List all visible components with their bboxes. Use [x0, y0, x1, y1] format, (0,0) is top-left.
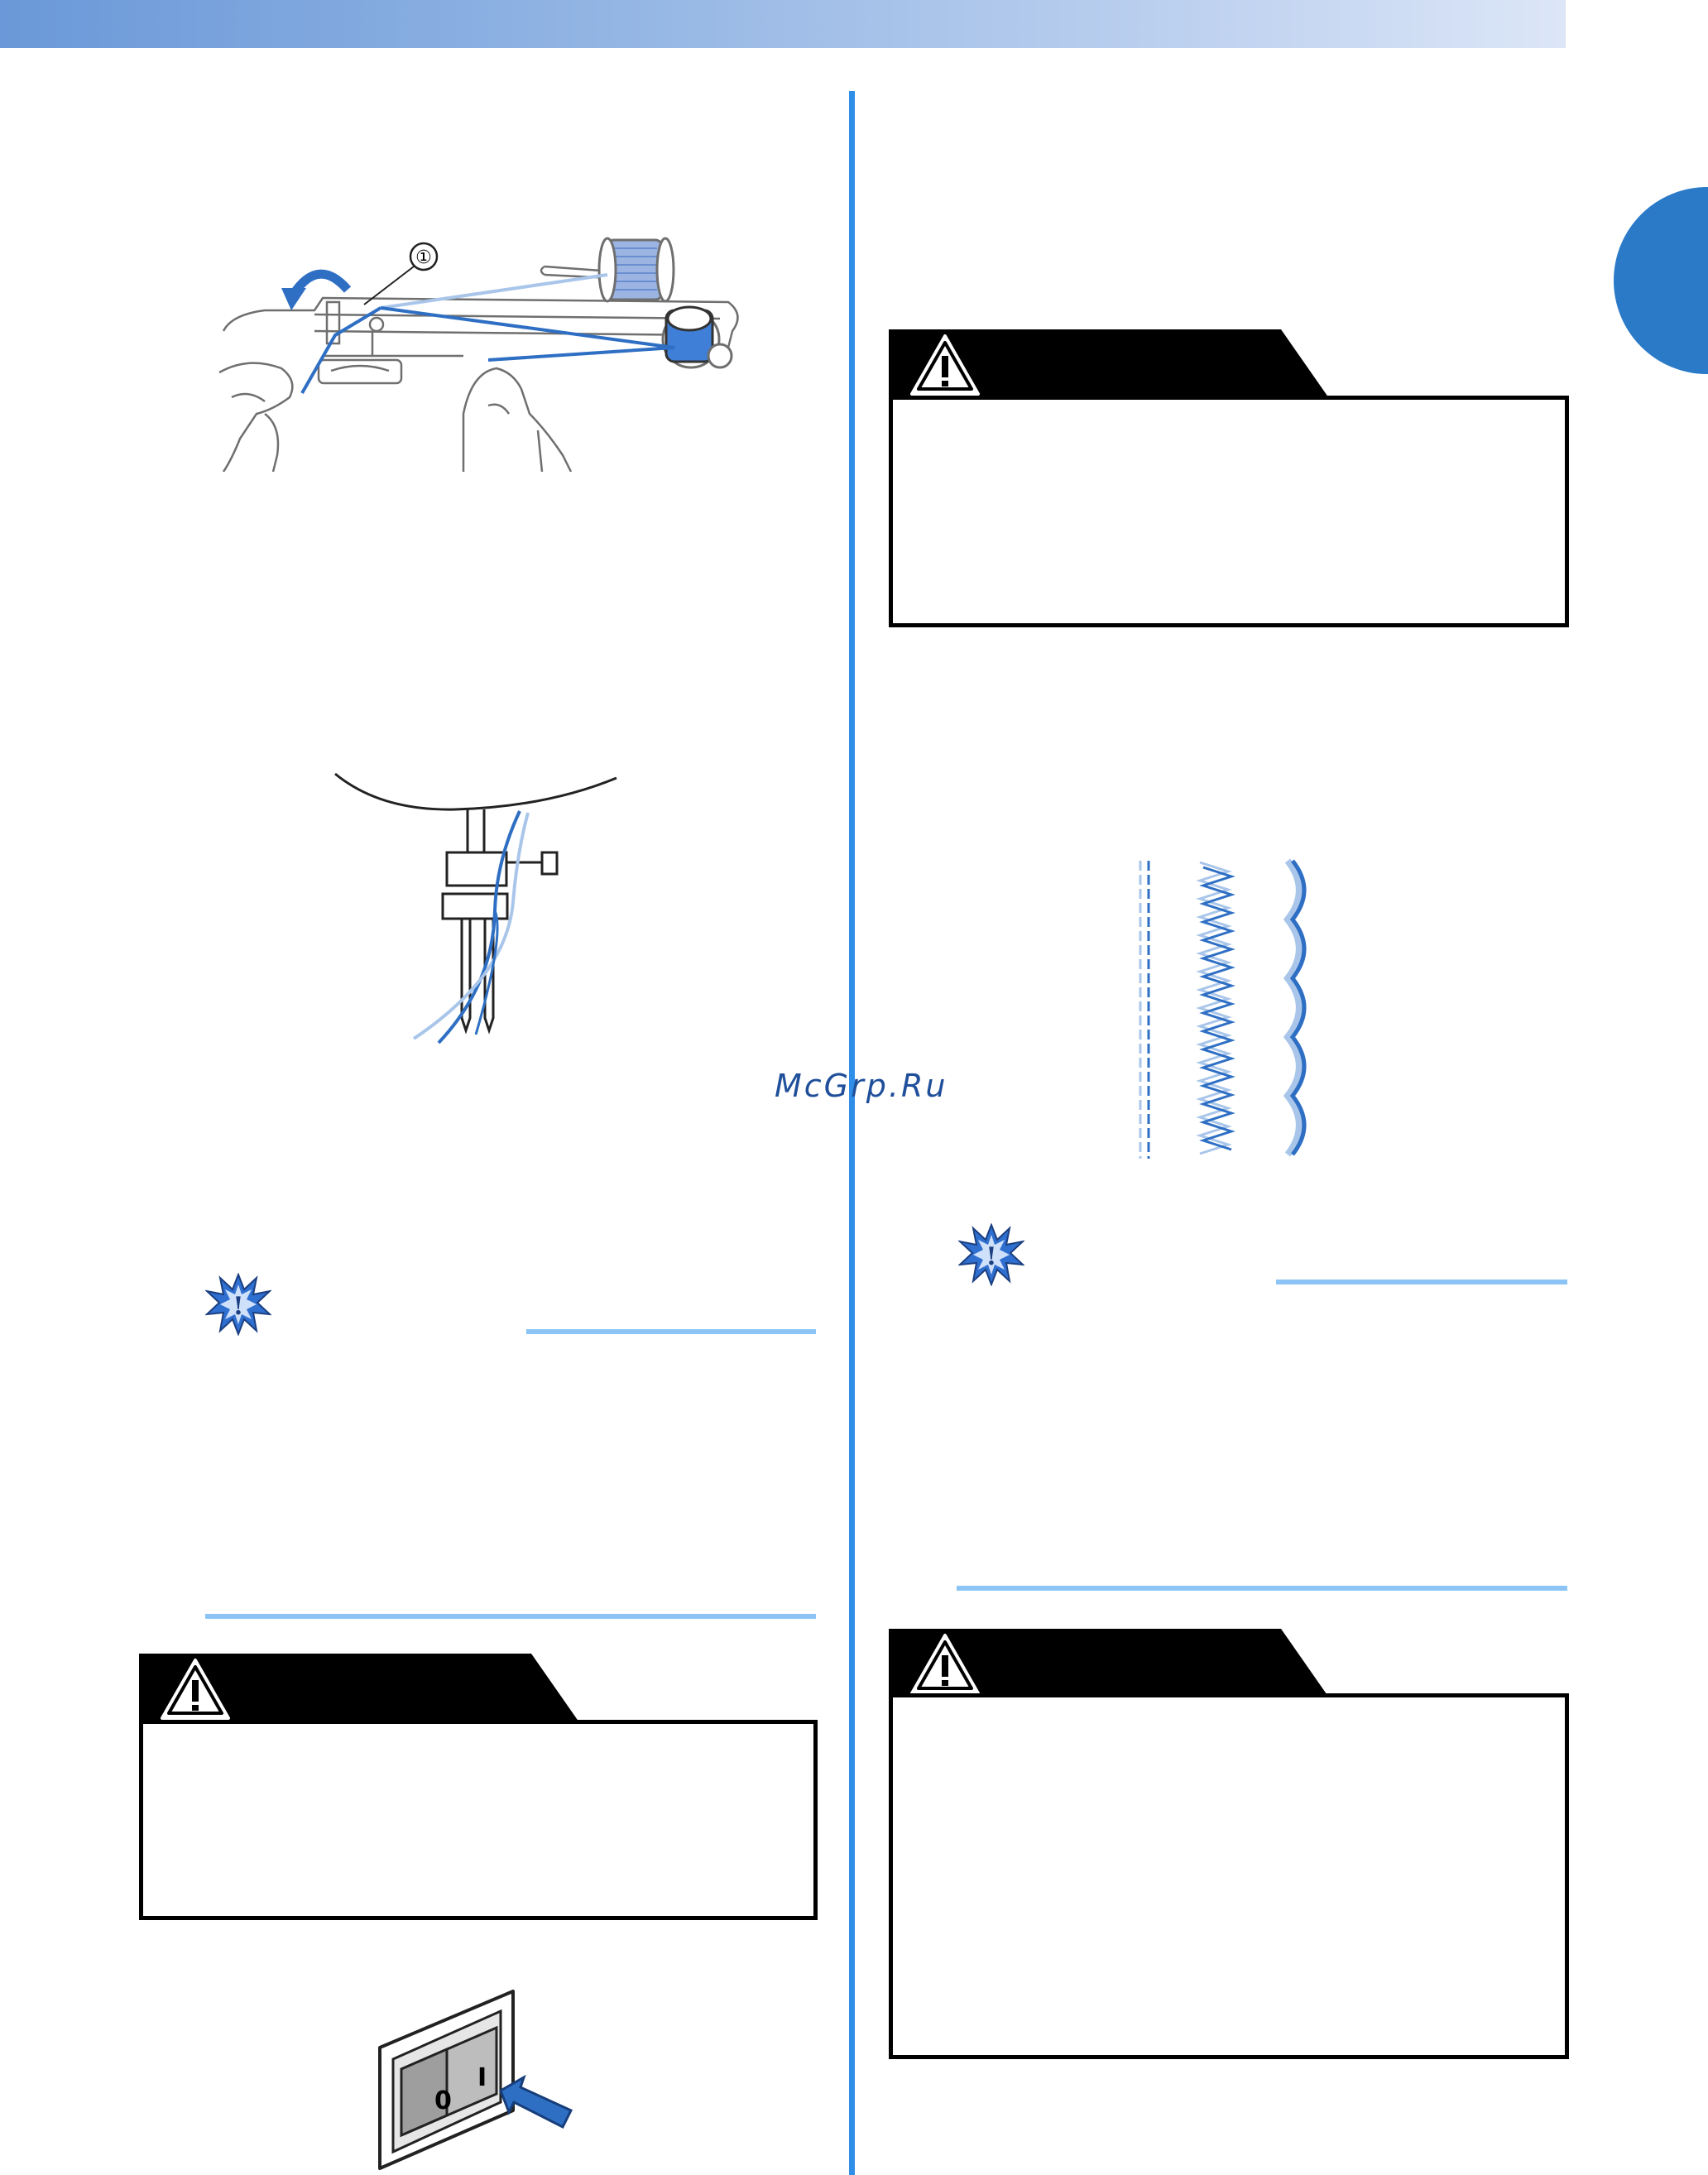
- note-burst-icon: [958, 1223, 1024, 1286]
- stitch-samples-illustration: [1134, 852, 1324, 1159]
- power-switch-illustration: [377, 1986, 575, 2175]
- note-rule: [1276, 1280, 1567, 1284]
- svg-text:!: !: [986, 1242, 997, 1271]
- warning-header: [889, 1629, 1331, 1700]
- switch-on-label: I: [477, 2063, 487, 2092]
- warning-box: [139, 1720, 818, 1920]
- callout-number: ①: [415, 247, 432, 268]
- column-divider: [849, 91, 855, 2175]
- svg-text:!: !: [233, 1292, 244, 1321]
- warning-box: [889, 1693, 1569, 2059]
- thread-guide-illustration: [215, 223, 745, 472]
- chapter-tab: [1614, 187, 1708, 374]
- warning-header: [139, 1654, 581, 1725]
- section-rule: [205, 1614, 816, 1619]
- twin-needle-illustration: [331, 770, 629, 1059]
- note-rule: [526, 1329, 816, 1334]
- note-burst-icon: [205, 1273, 271, 1336]
- warning-header: [889, 329, 1331, 401]
- switch-off-label: 0: [434, 2086, 452, 2115]
- section-rule: [957, 1586, 1567, 1591]
- watermark: McGrp.Ru: [775, 1068, 948, 1104]
- arrow-icon: [501, 2077, 571, 2127]
- warning-box: [889, 396, 1569, 627]
- header-bar: [0, 0, 1566, 48]
